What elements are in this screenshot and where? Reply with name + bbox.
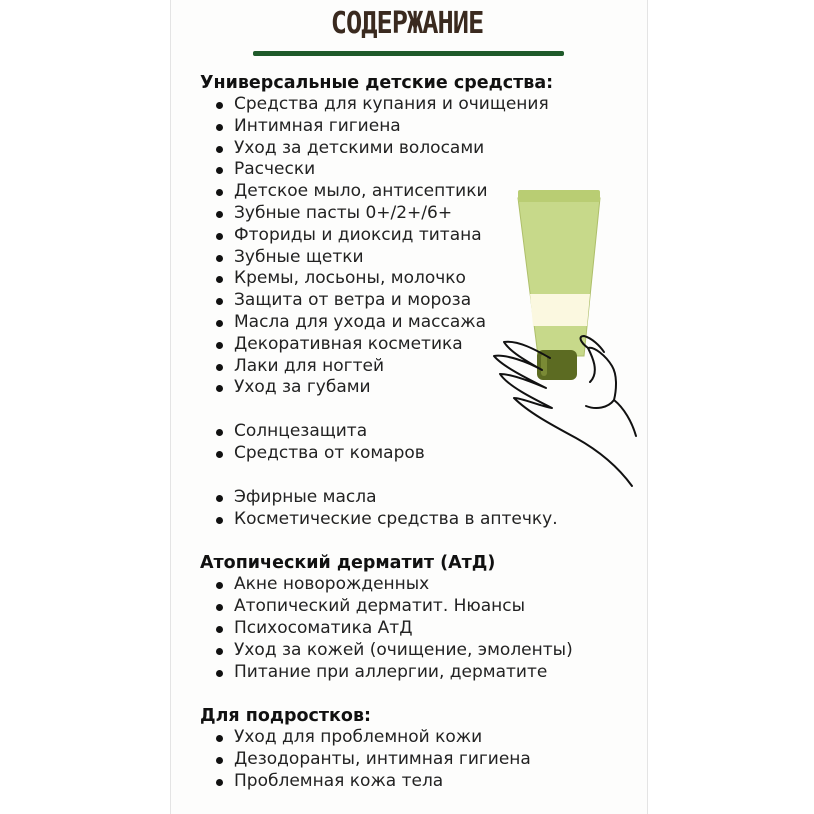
list-item: Акне новорожденных xyxy=(200,574,600,596)
list-item: Солнцезащита xyxy=(200,421,600,443)
section-teenagers xyxy=(200,705,600,792)
list-item: Зубные пасты 0+/2+/6+ xyxy=(200,203,600,225)
list-item: Уход за кожей (очищение, эмоленты) xyxy=(200,640,600,662)
list-item: Проблемная кожа тела xyxy=(200,771,600,793)
list-item: Декоративная косметика xyxy=(200,334,600,356)
hand-holding-tube-illustration xyxy=(488,186,638,492)
cream-tube-icon xyxy=(518,198,600,356)
section-heading: Универсальные детские средства: xyxy=(200,73,554,93)
item-list xyxy=(200,574,600,683)
list-item: Косметические средства в аптечку. xyxy=(200,509,600,531)
list-item: Лаки для ногтей xyxy=(200,356,600,378)
section-heading: Для подростков: xyxy=(200,706,372,727)
list-item: Зубные щетки xyxy=(200,247,600,269)
list-item: Интимная гигиена xyxy=(200,116,600,138)
list-item: Уход для проблемной кожи xyxy=(200,727,600,749)
spacer xyxy=(200,683,600,705)
spacer xyxy=(200,530,600,552)
page-title: СОДЕРЖАНИЕ xyxy=(330,6,484,41)
list-item: Расчески xyxy=(200,159,600,181)
list-item: Атопический дерматит. Нюансы xyxy=(200,596,600,618)
title-underline xyxy=(253,51,564,56)
section-atopic-dermatitis xyxy=(200,552,600,683)
list-item: Кремы, лосьоны, молочко xyxy=(200,268,600,290)
list-item: Эфирные масла xyxy=(200,487,600,509)
list-item: Средства для купания и очищения xyxy=(200,94,600,116)
item-list xyxy=(200,727,600,792)
list-item: Дезодоранты, интимная гигиена xyxy=(200,749,600,771)
list-item: Защита от ветра и мороза xyxy=(200,290,600,312)
list-item: Фториды и диоксид титана xyxy=(200,225,600,247)
list-item: Уход за губами xyxy=(200,377,600,399)
section-heading: Атопический дерматит (АтД) xyxy=(200,553,496,574)
list-item: Питание при аллергии, дерматите xyxy=(200,662,600,684)
item-list xyxy=(200,487,600,531)
list-item: Уход за детскими волосами xyxy=(200,138,600,160)
list-item: Психосоматика АтД xyxy=(200,618,600,640)
list-item: Масла для ухода и массажа xyxy=(200,312,600,334)
list-item: Детское мыло, антисептики xyxy=(200,181,600,203)
list-item: Средства от комаров xyxy=(200,443,600,465)
